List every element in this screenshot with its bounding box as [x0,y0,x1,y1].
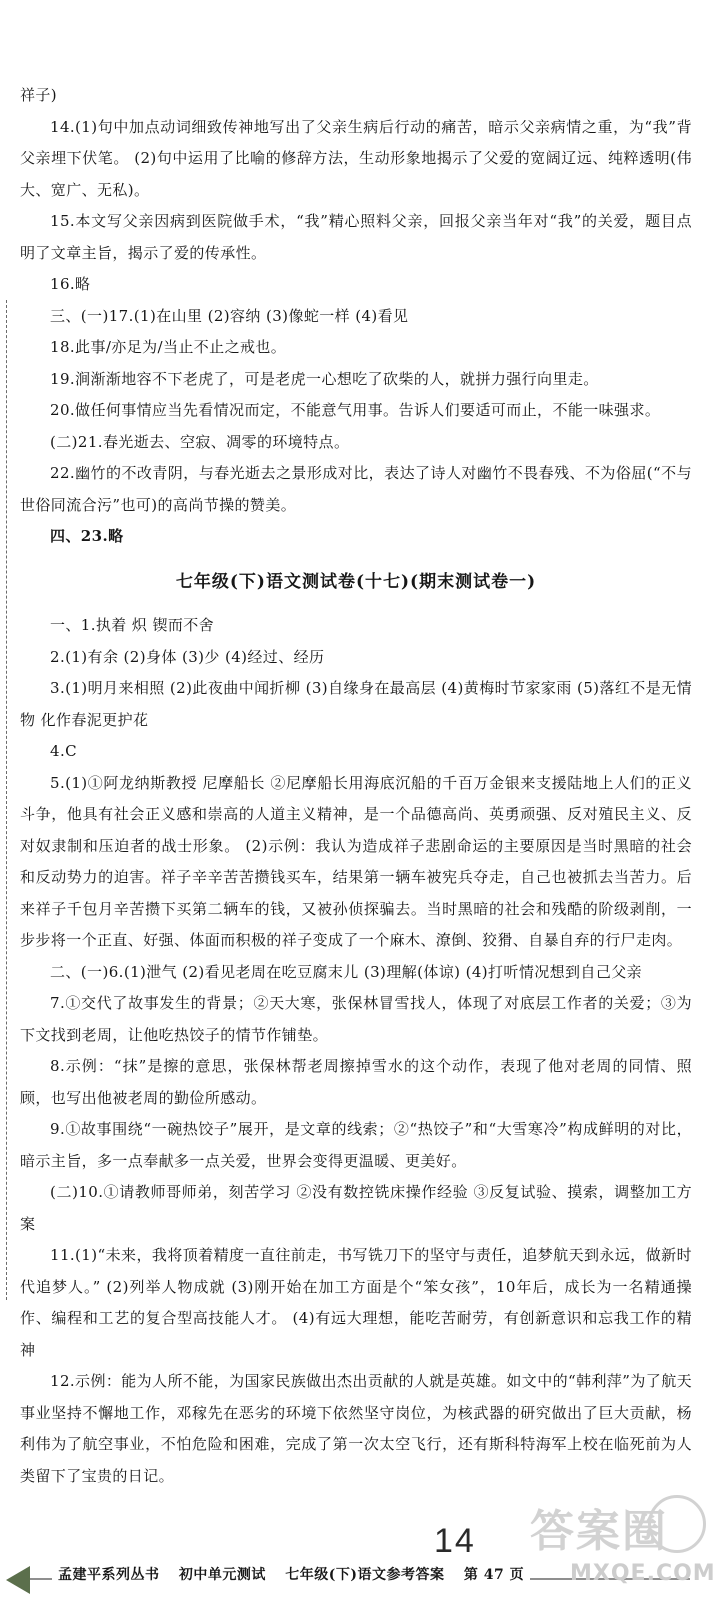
watermark-logo [530,1495,716,1595]
arrow-left-icon [6,1566,30,1594]
answer-paragraph: 一、1.执着 炽 锲而不舍 [50,616,215,634]
answer-paragraph: 7.①交代了故事发生的背景；②天大寒，张保林冒雪找人，体现了对底层工作者的关爱；③为下文找到老周，让他吃热饺子的情节作铺垫。 [20,994,692,1044]
answer-content [20,80,692,1492]
answer-paragraph: 祥子) [20,86,58,104]
answer-paragraph: 5.(1)①阿龙纳斯教授 尼摩船长 ②尼摩船长用海底沉船的千百万金银来支援陆地上人们的正义斗争，他具有社会正义感和崇高的人道主义精神，是一个品德高尚、英勇顽强、反对殖民主义、反对奴隶制和压迫者的战士形象。 (2)示例：我认为造成祥子悲剧命运的主要原因是当时黑暗的社会和反动势力的迫害。祥子辛辛苦苦攒钱买车，结果第一辆车被宪兵夺走，自己也被抓去当苦力。后来祥子千包月辛苦攒下买第二辆车的钱，又被孙侦探骗去。当时黑暗的社会和残酷的阶级剥削，一步步将一个正直、好强、体面而积极的祥子变成了一个麻木、潦倒、狡猾、自暴自弃的行尸走肉。 [20,773,692,949]
answer-paragraph: 3.(1)明月来相照 (2)此夜曲中闻折柳 (3)自缘身在最高层 (4)黄梅时节家家雨 (5)落红不是无情物 化作春泥更护花 [20,679,692,729]
footer-series: 孟建平系列丛书 [58,1567,160,1583]
answer-paragraph: 22.幽竹的不改青阴，与春光逝去之景形成对比，表达了诗人对幽竹不畏春残、不为俗屈(“不与世俗同流合污”也可)的高尚节操的赞美。 [20,464,692,514]
previous-test-answers [20,80,692,553]
footer-page-number: 第 47 页 [463,1567,525,1583]
answer-paragraph: 四、23.略 [50,527,124,545]
handwritten-page-number: 14 [434,1522,476,1560]
answer-paragraph: 20.做任何事情应当先看情况而定，不能意气用事。告诉人们要适可而止，不能一味强求。 [50,401,661,419]
section-title: 七年级(下)语文测试卷(十七)(期末测试卷一) [175,571,537,592]
watermark-english: MXQE.COM [570,1561,716,1586]
answer-paragraph: 18.此事/亦足为/当止不止之戒也。 [50,338,287,356]
footer-text [52,1564,530,1584]
footer-subject: 七年级(下)语文参考答案 [285,1567,445,1583]
answer-paragraph: 8.示例：“抹”是擦的意思，张保林帮老周擦掉雪水的这个动作，表现了他对老周的同情、照顾，也写出他被老周的勤俭所感动。 [20,1057,692,1107]
answer-paragraph: 二、(一)6.(1)泄气 (2)看见老周在吃豆腐末儿 (3)理解(体谅) (4)打听情况想到自己父亲 [50,962,643,981]
answer-paragraph: (二)21.春光逝去、空寂、凋零的环境特点。 [50,432,350,451]
cut-line-divider [6,300,7,1300]
answer-paragraph: 三、(一)17.(1)在山里 (2)容纳 (3)像蛇一样 (4)看见 [50,306,409,325]
answer-paragraph: 4.C [50,742,77,760]
footer-book: 初中单元测试 [178,1567,266,1583]
answer-paragraph: 14.(1)句中加点动词细致传神地写出了父亲生病后行动的痛苦，暗示父亲病情之重，为“我”背父亲埋下伏笔。 (2)句中运用了比喻的修辞方法，生动形象地揭示了父爱的宽阔辽远、纯粹透明(伟大、宽广、无私)。 [20,117,692,199]
answer-paragraph: 15.本文写父亲因病到医院做手术，“我”精心照料父亲，回报父亲当年对“我”的关爱，题目点明了文章主旨，揭示了爱的传承性。 [20,212,692,262]
answer-paragraph: 16.略 [50,275,91,293]
test-17-answers [20,610,692,1492]
answer-paragraph: (二)10.①请教师哥师弟，刻苦学习 ②没有数控铣床操作经验 ③反复试验、摸索，调整加工方案 [20,1183,692,1233]
answer-paragraph: 11.(1)“未来，我将顶着精度一直往前走，书写铣刀下的坚守与责任，追梦航天到永远，做新时代追梦人。” (2)列举人物成就 (3)刚开始在加工方面是个“笨女孩”，10年后，成长为一名精通操作、编程和工艺的复合型高技能人才。 (4)有远大理想，能吃苦耐劳，有创新意识和忘我工作的精神 [20,1246,692,1359]
watermark-chinese: 答案圈 [530,1506,668,1557]
answer-paragraph: 9.①故事围绕“一碗热饺子”展开，是文章的线索；②“热饺子”和“大雪寒冷”构成鲜明的对比，暗示主旨，多一点奉献多一点关爱，世界会变得更温暖、更美好。 [20,1120,692,1170]
seal-icon [648,1495,706,1553]
answer-paragraph: 2.(1)有余 (2)身体 (3)少 (4)经过、经历 [50,647,325,666]
answer-paragraph: 19.涧渐渐地容不下老虎了，可是老虎一心想吃了砍柴的人，就拼力强行向里走。 [50,369,599,388]
answer-paragraph: 12.示例：能为人所不能，为国家民族做出杰出贡献的人就是英雄。如文中的“韩利萍”为了航天事业坚持不懈地工作，邓稼先在恶劣的环境下依然坚守岗位，为核武器的研究做出了巨大贡献，杨利伟为了航空事业，不怕危险和困难，完成了第一次太空飞行，还有斯科特海军上校在临死前为人类留下了宝贵的日记。 [20,1372,692,1485]
